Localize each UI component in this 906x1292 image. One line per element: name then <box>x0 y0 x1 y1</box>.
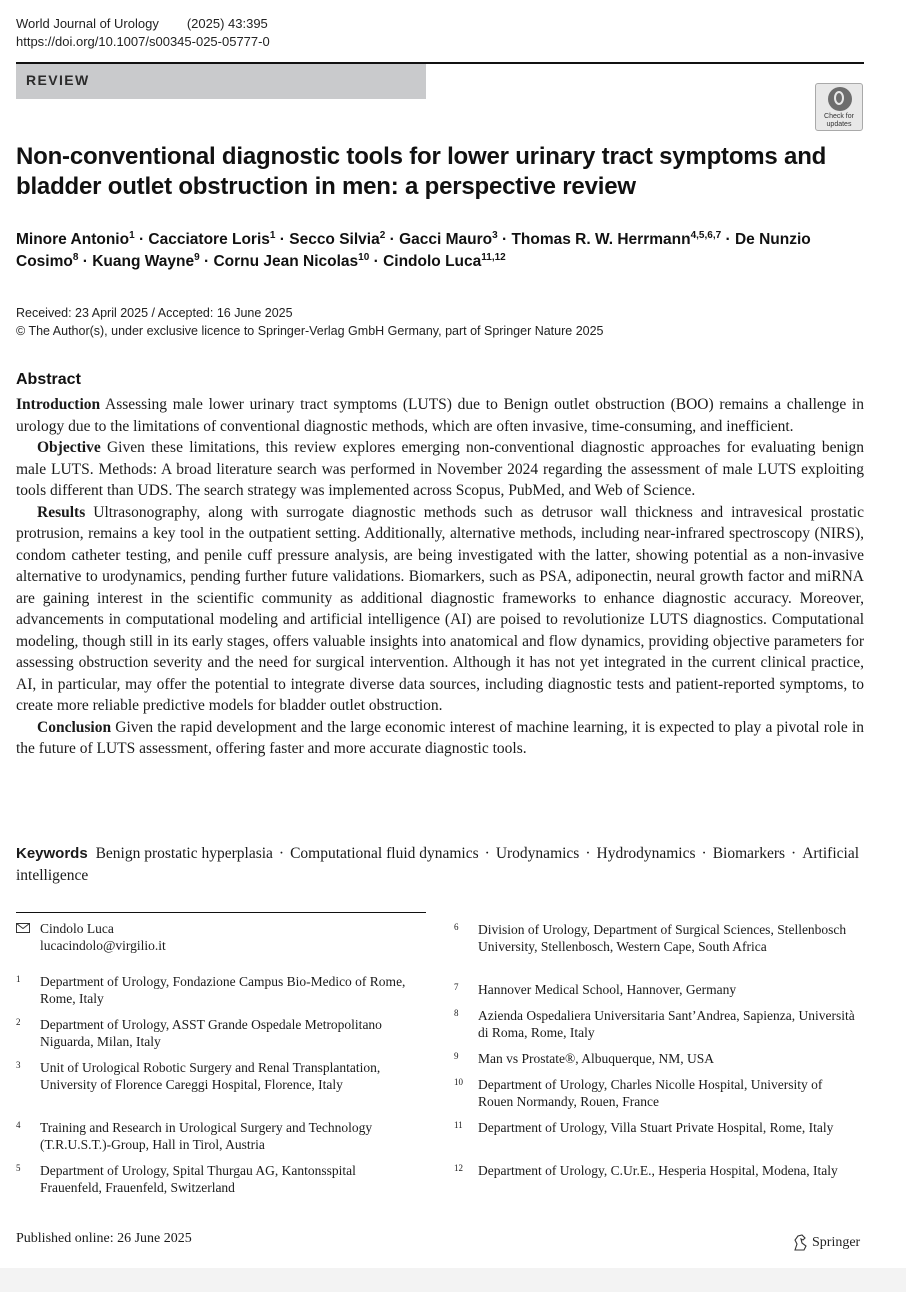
footnote-rule <box>16 912 426 913</box>
author-name[interactable]: Minore Antonio <box>16 231 130 248</box>
published-online: Published online: 26 June 2025 <box>16 1231 192 1246</box>
journal-header <box>16 15 270 51</box>
intro-label: Introduction <box>16 396 101 413</box>
keyword-separator: · <box>278 845 285 862</box>
abstract-conclusion <box>16 717 864 760</box>
keyword-item[interactable]: Artificial intelligence <box>16 845 860 884</box>
section-label-bar <box>16 64 426 99</box>
abstract-objective <box>16 437 864 502</box>
results-text: Ultrasonography, along with surrogate diagnostic methods such as detrusor wall thickness and intravesical prostatic protrusion, remains a key tool in the outpatient setting. Additionally, alternative methods, including near-infrared spectroscopy (NIRS), condom catheter testing, and penile cuff pressure analysis, are being investigated with the latter, showing potential as a non-invasive alternative to urodynamics, pending further future validations. Biomarkers, such as PSA, adiponectin, neural growth factor and miRNA are gaining interest in the scientific community as additional diagnostic frameworks to enhance diagnostic accuracy. Moreover, advancements in computational modeling and artificial intelligence (AI) are poised to revolutionize LUTS diagnostics. Computational modeling, though still in its early stages, offers valuable insights into anatomical and flow dynamics, providing objective parameters for assessing obstruction severity and the need for surgical intervention. Although it has not yet integrated in the current clinical practice, AI, in particular, may offer the potential to integrate diverse data sources, including diagnostic tests and patient-reported symptoms, to create more reliable predictive models for bladder outlet obstruction. <box>16 503 864 714</box>
corresponding-author: Cindolo Luca <box>40 921 114 936</box>
keyword-item[interactable]: Computational fluid dynamics <box>290 845 479 862</box>
results-label: Results <box>37 503 86 521</box>
journal-volume: (2025) 43:395 <box>186 16 268 31</box>
author-affiliation-ref: 8 <box>72 252 79 263</box>
abstract-results <box>16 502 864 717</box>
author-email[interactable]: lucacindolo@virgilio.it <box>40 938 166 953</box>
abstract-body <box>16 394 864 760</box>
conclusion-text: Given the rapid development and the large economic interest of machine learning, it is expected to play a pivotal role in the future of LUTS assessment, offering faster and more accurate diagnostic tools. <box>16 718 865 757</box>
author-name[interactable]: Cornu Jean Nicolas <box>213 253 359 270</box>
author-affiliation-ref: 9 <box>194 252 200 263</box>
author-name[interactable]: Cacciatore Loris <box>148 231 270 248</box>
author-affiliation-ref: 10 <box>358 252 370 263</box>
author-name[interactable]: Gacci Mauro <box>399 231 493 248</box>
author-name[interactable]: Cindolo Luca <box>383 253 482 270</box>
author-affiliation-ref: 1 <box>129 230 135 241</box>
author-list: Minore Antonio$^1$ · Cacciatore Loris$^1$ · Secco Silvia$^2$ · Gacci Mauro$^3$ · Thomas R. W. Herrmann$^{4,5,6,7}$ · De Nunzio Cosimo$^8$ · Kuang Wayne$^9$ · Cornu Jean Nicolas$^{10}$ · Cindolo Luca$^{11,12}$ <box>16 230 811 270</box>
copyright-line: © The Author(s), under exclusive licence to Springer-Verlag GmbH Germany, part of Springer Nature 2025 <box>16 324 604 338</box>
author-affiliation-ref: 1 <box>269 230 276 241</box>
page-bottom-band <box>0 1268 906 1292</box>
received-accepted: Received: 23 April 2025 / Accepted: 16 June 2025 <box>16 306 293 320</box>
author-name[interactable]: Thomas R. W. Herrmann <box>511 231 691 248</box>
abstract-heading: Abstract <box>16 371 81 388</box>
author-affiliation-ref: 3 <box>492 230 498 241</box>
author-affiliation-ref: 4,5,6,7 <box>690 230 722 241</box>
keyword-item[interactable]: Biomarkers <box>712 845 786 862</box>
envelope-icon <box>16 923 30 933</box>
keyword-separator: · <box>791 845 797 862</box>
keyword-item[interactable]: Benign prostatic hyperplasia <box>95 845 273 862</box>
keywords <box>16 843 864 887</box>
section-label: REVIEW <box>26 72 90 88</box>
springer-horse-icon <box>792 1234 808 1252</box>
journal-name: World Journal of Urology <box>16 16 159 31</box>
keyword-item[interactable]: Urodynamics <box>495 845 580 862</box>
intro-text: Assessing male lower urinary tract symptoms (LUTS) due to Benign outlet obstruction (BOO) remains a challenge in urology due to the limitations of conventional diagnostic methods, which are often invasive, time-consuming, and inefficient. <box>16 396 864 435</box>
author-name[interactable]: Secco Silvia <box>289 231 380 248</box>
objective-label: Objective <box>37 439 101 456</box>
author-name[interactable]: De Nunzio Cosimo <box>16 231 811 270</box>
author-affiliation-ref: 11,12 <box>481 252 506 263</box>
objective-text: Given these limitations, this review explores emerging non-conventional diagnostic approaches for evaluating benign male LUTS. Methods: A broad literature search was performed in November 2024 regarding the assessment of male LUTS exploiting tools different than UDS. The search strategy was implemented across Scopus, PubMed, and Web of Science. <box>16 439 865 499</box>
doi-link[interactable]: https://doi.org/10.1007/s00345-025-05777-0 <box>16 34 270 49</box>
article-title: Non-conventional diagnostic tools for lower urinary tract symptoms and bladder outlet obstruction in men: a perspective review <box>16 143 827 200</box>
keyword-separator: · <box>484 845 490 862</box>
author-affiliation-ref: 2 <box>379 230 386 241</box>
check-updates-label: Check for updates <box>824 113 854 128</box>
article-dates <box>16 304 604 340</box>
keyword-item[interactable]: Hydrodynamics <box>596 845 696 862</box>
conclusion-label: Conclusion <box>37 718 112 736</box>
check-updates-icon <box>828 87 852 111</box>
author-name[interactable]: Kuang Wayne <box>92 253 195 270</box>
keywords-label: Keywords <box>16 845 88 862</box>
publisher-name: Springer <box>812 1235 861 1250</box>
keyword-separator: · <box>701 845 707 862</box>
abstract-introduction <box>16 394 864 437</box>
keyword-separator: · <box>585 845 591 862</box>
check-for-updates-button[interactable] <box>815 83 863 131</box>
